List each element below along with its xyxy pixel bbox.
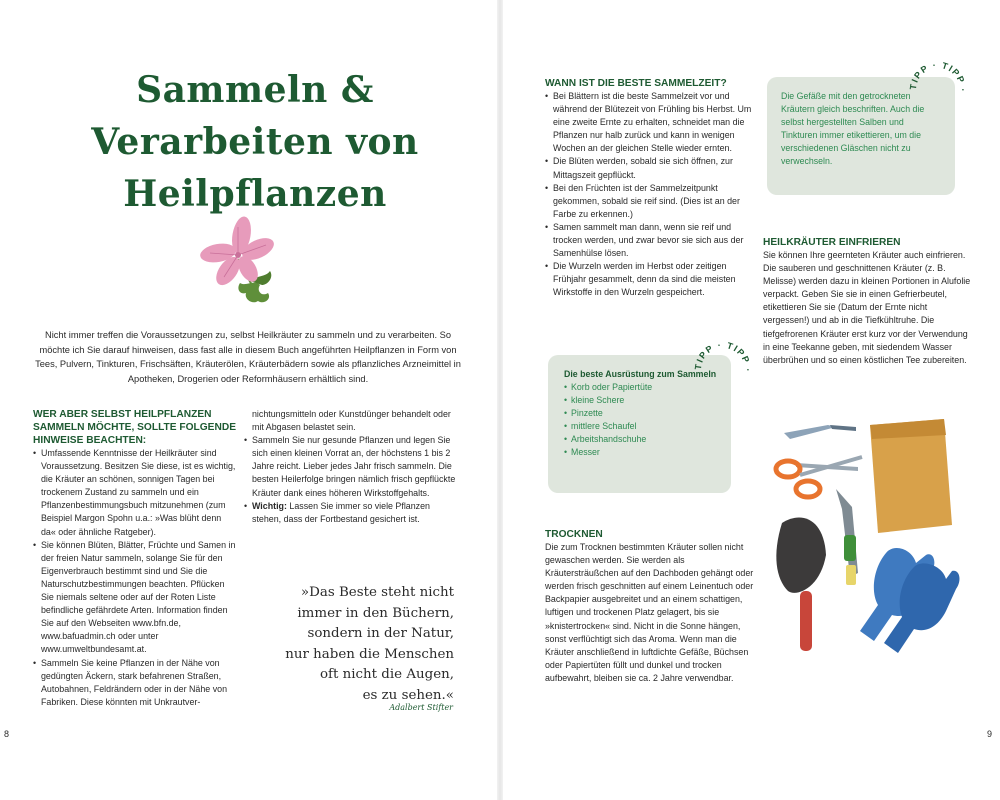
trocknen-section — [545, 528, 760, 685]
list-item: • Bei den Früchten ist der Sammelzeitpunkt gekommen, sobald sie reif sind. (Dies ist an der Farbe zu erkennen.) — [545, 182, 760, 221]
page-number-right: 9 — [987, 729, 993, 739]
list-item: • Sammeln Sie nur gesunde Pflanzen und legen Sie sich einen kleinen Vorrat an, der höchstens 1 bis 2 Jahre reicht. Lieber jedes Jahr frisch sammeln. Die besten Heilerfolge bringen nämlich frisch gepflückte Kräuter dank eines höheren Wirkstoffgehalts. — [244, 434, 456, 499]
list-item-continuation: nichtungsmitteln oder Kunstdünger behandelt oder mit Abgasen belastet sein. — [252, 409, 451, 433]
hints-column-2 — [244, 408, 456, 526]
list-item: • Die Blüten werden, sobald sie sich öffnen, zur Mittagszeit gepflückt. — [545, 155, 760, 181]
title-line: Verarbeiten von — [91, 121, 419, 163]
tools-illustration — [766, 405, 966, 685]
left-page — [0, 0, 497, 800]
quote-line: »Das Beste steht nicht — [300, 585, 454, 600]
intro-paragraph: Nicht immer treffen die Voraussetzungen zu, selbst Heilkräuter zu sammeln und zu verarbeiten. So möchte ich Sie darauf hinweisen, dass fast alle in diesem Buch angeführten Heilpflanzen in Form von Tees, Pulvern, Tinkturen, Frischsäften, Kräuterölen, Kräuterbädern sowie als pflanzliches Arzneimittel in Apotheken, Drogerien oder Reformhäusern erhältlich sind. — [35, 330, 461, 384]
tip-text: Die Gefäße mit den getrockneten Kräutern gleich beschriften. Auch die selbst hergestellten Salben und Tinkturen immer etikettieren, um die verschiedenen Gläschen nicht zu verwechseln. — [781, 91, 925, 166]
sammelzeit-section — [545, 77, 760, 300]
quote — [268, 583, 454, 706]
tip-badge-label: TIPP · TIPP · — [693, 340, 753, 373]
list-item: • Die Wurzeln werden im Herbst oder zeitigen Frühjahr gesammelt, denn da sind die meisten Wirkstoffe in den Wurzeln gespeichert. — [545, 260, 760, 299]
quote-line: immer in den Büchern, — [297, 605, 454, 621]
page-number-left: 8 — [4, 729, 10, 739]
equipment-item: • kleine Schere — [564, 394, 724, 407]
einfrieren-section — [763, 236, 971, 367]
section-heading: WANN IST DIE BESTE SAMMELZEIT? — [545, 78, 727, 89]
section-heading: WER ABER SELBST HEILPFLANZEN SAMMELN MÖCHTE, SOLLTE FOLGENDE HINWEISE BEACHTEN: — [33, 409, 236, 446]
wichtig-label: Wichtig: — [252, 500, 287, 511]
tip-heading: Die beste Ausrüstung zum Sammeln — [564, 369, 717, 379]
svg-text:TIPP · TIPP · — [693, 340, 753, 373]
wichtig-text: Lassen Sie immer so viele Pflanzen stehen, dass der Fortbestand gesichert ist. — [252, 500, 430, 524]
svg-text:TIPP · TIPP · — [908, 60, 968, 93]
list-item: • Sammeln Sie keine Pflanzen in der Nähe von gedüngten Äckern, stark befahrenen Straßen, Autobahnen, Feldrändern oder in der Nähe von Fabriken. Diese könnten mit Unkrautver- — [33, 657, 238, 709]
section-heading: HEILKRÄUTER EINFRIEREN — [763, 237, 901, 248]
quote-author: Adalbert Stifter — [389, 703, 453, 712]
hints-column-1 — [33, 408, 238, 709]
quote-line: oft nicht die Augen, — [319, 667, 454, 682]
title-line: Sammeln & — [136, 69, 374, 111]
tip-badge-label: TIPP · TIPP · — [908, 60, 968, 93]
list-item: • Samen sammelt man dann, wenn sie reif und trocken werden, und zwar bevor sie sich aus der Samenhülse lösen. — [545, 221, 760, 260]
quote-line: es zu sehen.« — [362, 687, 454, 703]
equipment-item: • Pinzette — [564, 407, 724, 420]
title-line: Heilpflanzen — [123, 173, 387, 215]
list-item: • Umfassende Kenntnisse der Heilkräuter sind Voraussetzung. Besitzen Sie diese, ist es wichtig, die Kräuter an schönen, sonnigen Tagen bei trockenem Zustand zu sammeln und ein Pflanzenbestimmungsbuch mitzunehmen (zum Beispiel Margon Spohn u.a.: »Was blüht denn da« oder ähnliche Ratgeber). — [33, 447, 238, 539]
section-heading: TROCKNEN — [545, 529, 603, 540]
page-title — [60, 64, 450, 220]
equipment-item: • Arbeitshandschuhe — [564, 433, 724, 446]
einfrieren-text: Sie können Ihre geernteten Kräuter auch einfrieren. Die sauberen und geschnittenen Kräuter (z. B. Melisse) werden dazu in kleinen Portionen in Alufolie verpackt. Geben Sie sie in einen Gefrierbeutel, etikettieren Sie sie (Datum der Ernte nicht vergessen!) und ab in die Tiefkühltruhe. Die tiefgefrorenen Kräuter erst kurz vor der Verwendung in eine Teekanne geben, mit siedendem Wasser überbrühen und so einen köstlichen Tee zubereiten. — [763, 250, 971, 365]
right-page — [503, 0, 1000, 800]
tip-badge-icon — [908, 60, 968, 120]
equipment-item: • Messer — [564, 446, 724, 459]
equipment-item: • mittlere Schaufel — [564, 420, 724, 433]
flower-illustration — [188, 215, 288, 305]
list-item-wichtig — [244, 500, 456, 526]
tip-badge-icon — [693, 340, 753, 400]
trocknen-text: Die zum Trocknen bestimmten Kräuter sollen nicht gewaschen werden. Sie werden als Kräutersträußchen auf den Dachboden gehängt oder werden frisch geschnitten auf einem Leinentuch oder Backpapier ausgebreitet und an einem schattigen, luftigen und trockenen Platz gelagert, bis sie »knistertrocken« sind. Nicht in die Sonne hängen, sonst verflüchtigt sich das Aroma. Wenn man die Kräuter anschließend in luftdichte Gefäße, Büchsen oder Papiertüten füllt und dunkel und trocken aufbewahrt, bleiben sie ca. 2 Jahre verwendbar. — [545, 542, 754, 683]
list-item: • Sie können Blüten, Blätter, Früchte und Samen in der freien Natur sammeln, solange Sie für den Eigenverbrauch bestimmt sind und Sie die Naturschutzbestimmungen beachten. Pflücken Sie niemals seltene oder auf der Roten Liste befindliche gefährdete Arten. Information finden Sie auf den Webseiten www.bfn.de, www.bafuadmin.ch oder unter www.umweltbundesamt.at. — [33, 539, 238, 657]
quote-line: nur haben die Menschen — [285, 646, 454, 662]
list-item: • Bei Blättern ist die beste Sammelzeit vor und während der Blütezeit von Frühling bis Herbst. Um eine zweite Ernte zu erhalten, schneidet man die Pflanzen nur halb zurück und kann in wenigen Wochen an der gleichen Stelle wieder ernten. — [545, 90, 760, 155]
equipment-item: • Korb oder Papiertüte — [564, 381, 724, 394]
quote-line: sondern in der Natur, — [307, 626, 454, 641]
